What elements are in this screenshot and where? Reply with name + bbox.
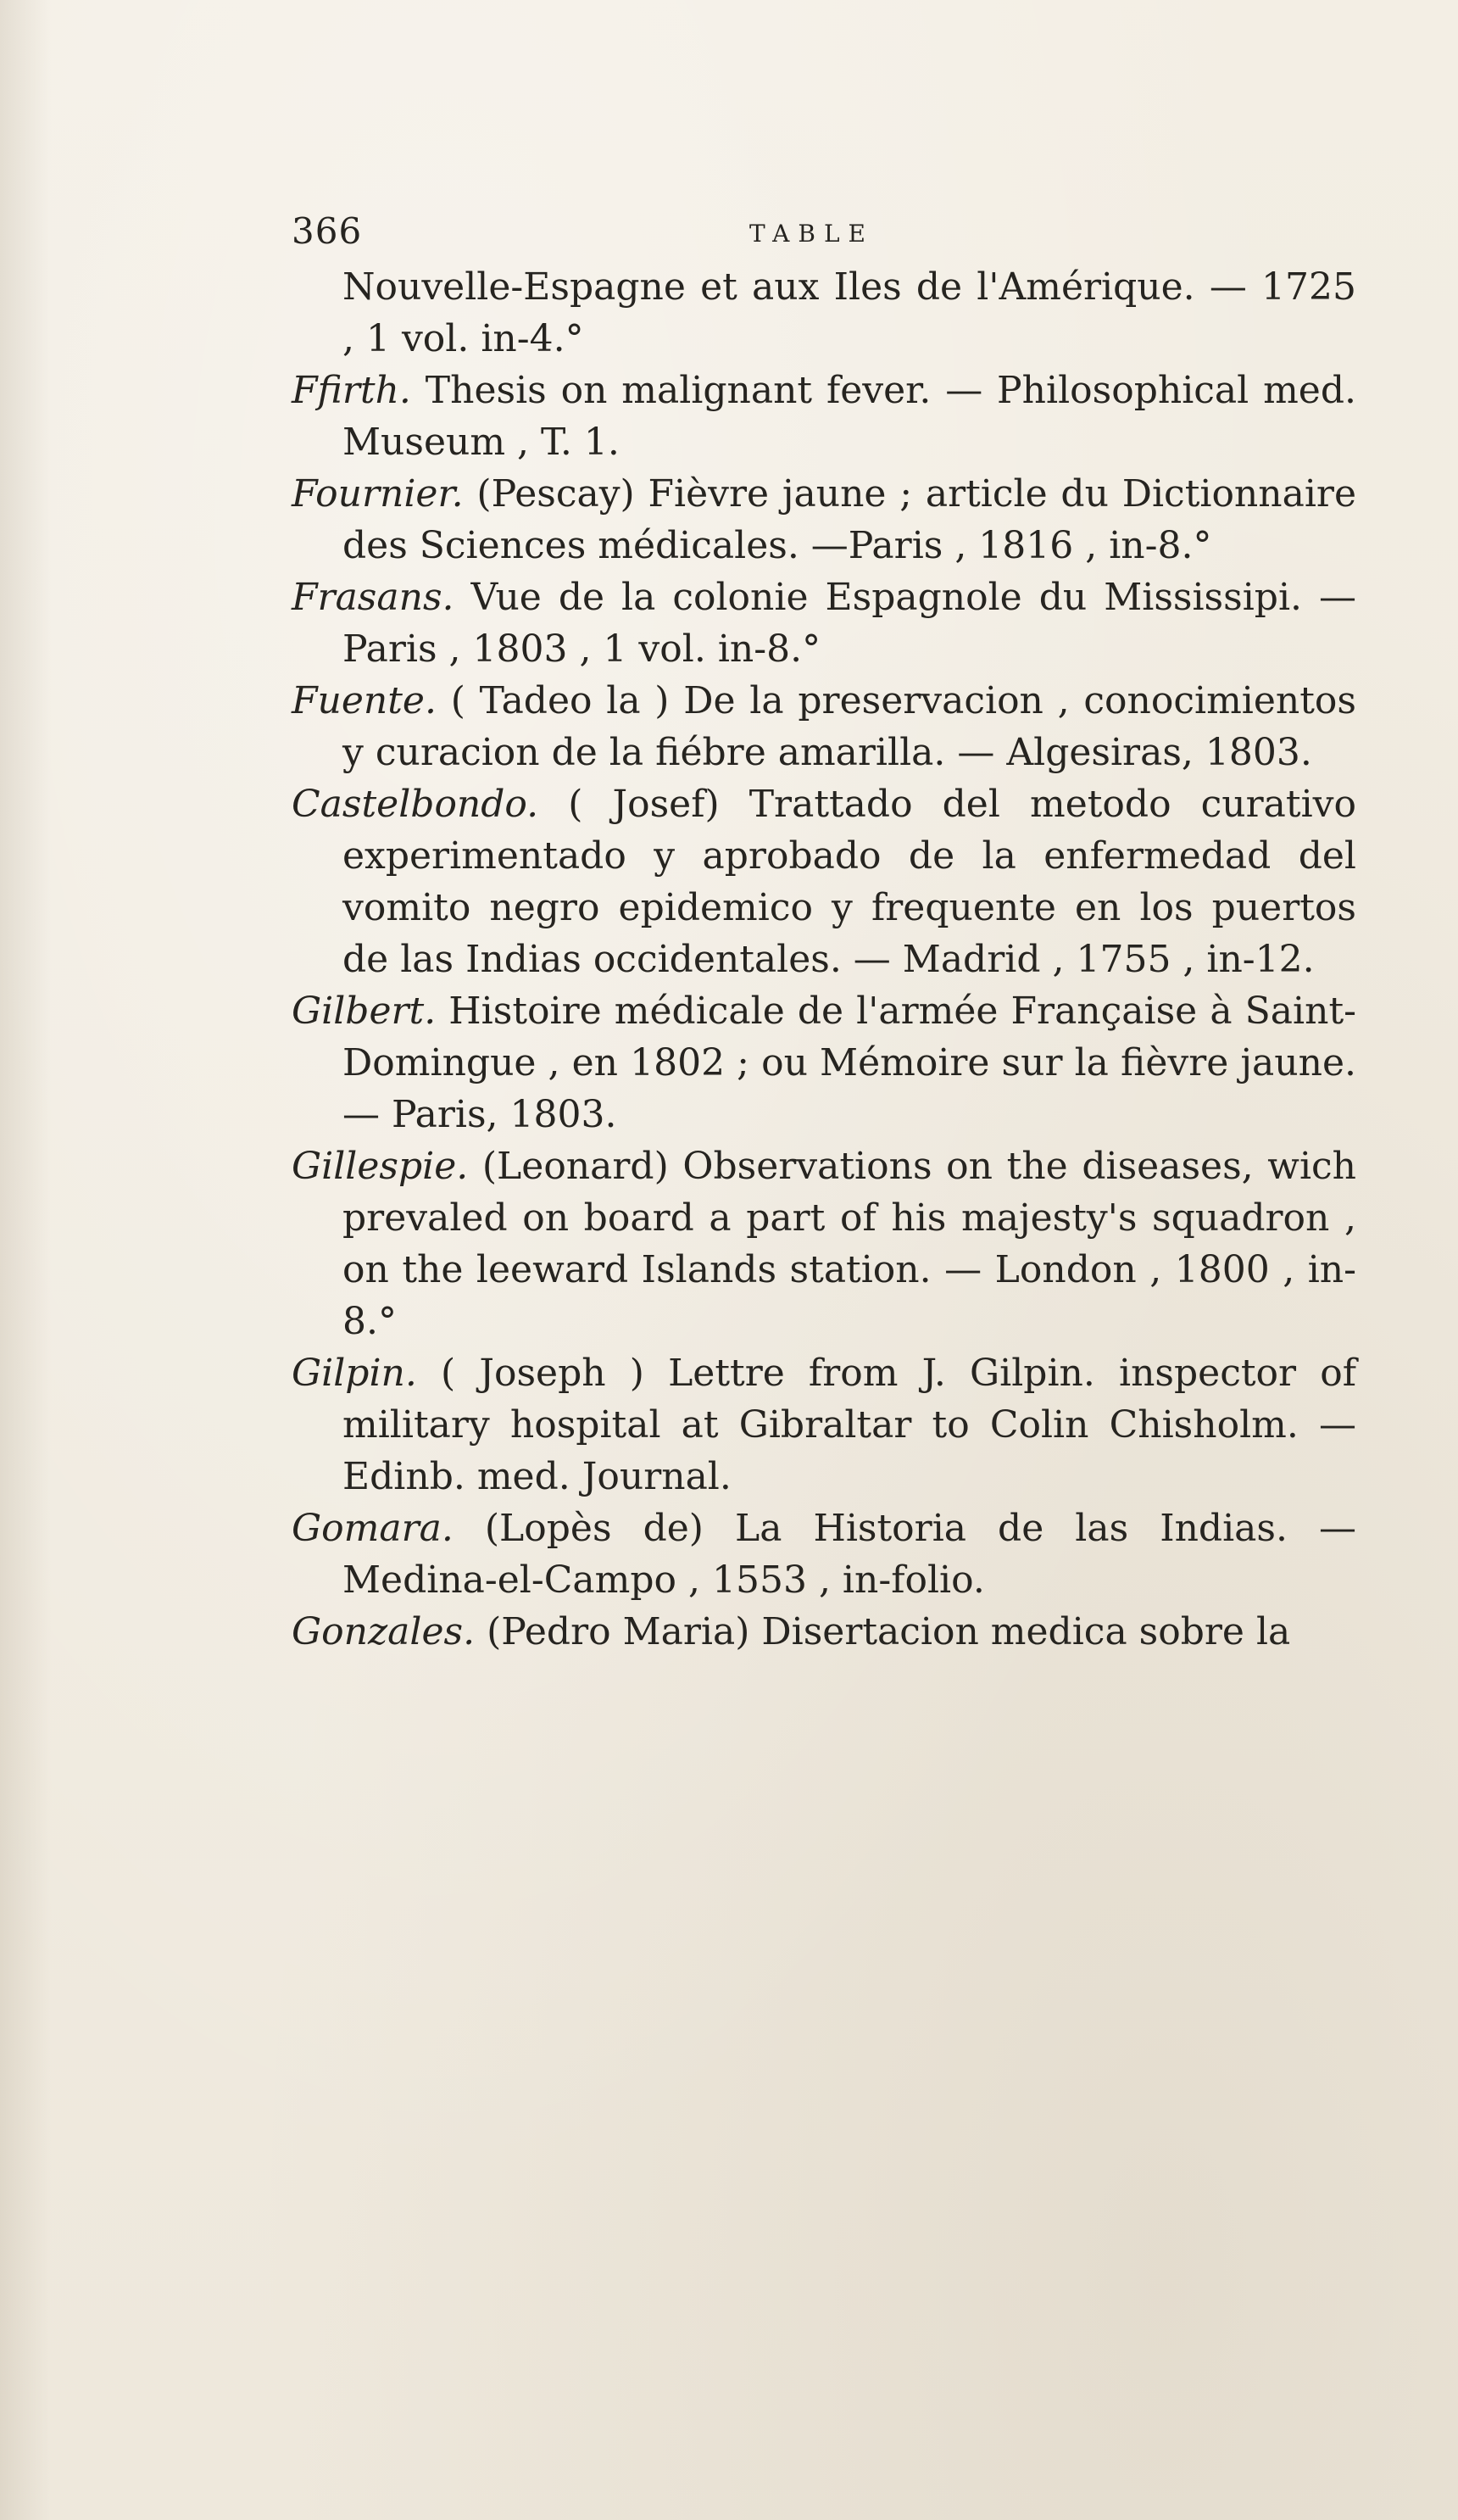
bibliography-entry [292, 675, 1356, 778]
entry-text: (Pedro Maria) Disertacion medica sobre la [475, 1610, 1291, 1653]
bibliography-entry [292, 468, 1356, 571]
entry-author: Castelbondo. [292, 783, 539, 826]
page-gutter-shadow [0, 0, 51, 2520]
bibliography-entry [292, 571, 1356, 675]
entry-text: Thesis on malignant fever. — Philosophical med. Museum , T. 1. [342, 369, 1356, 464]
bibliography-entries [292, 261, 1356, 1658]
entry-text: Nouvelle-Espagne et aux Iles de l'Amérique. — 1725 , 1 vol. in-4.° [342, 265, 1356, 360]
entry-text: (Pescay) Fièvre jaune ; article du Dictionnaire des Sciences médicales. —Paris , 1816 , in-8.° [342, 472, 1356, 567]
bibliography-entry [292, 985, 1356, 1140]
entry-text: ( Tadeo la ) De la preservacion , conocimientos y curacion de la fiébre amarilla. — Algesiras, 1803. [342, 679, 1356, 774]
bibliography-entry [292, 1140, 1356, 1347]
bibliography-entry [292, 1503, 1356, 1606]
bibliography-entry [292, 1347, 1356, 1503]
entry-author: Fournier. [292, 472, 464, 516]
bibliography-entry [292, 778, 1356, 985]
entry-author: Frasans. [292, 576, 454, 619]
bibliography-entry-continued [292, 261, 1356, 365]
entry-text: ( Joseph ) Lettre from J. Gilpin. inspector of military hospital at Gibraltar to Colin Chisholm. — Edinb. med. Journal. [342, 1352, 1356, 1498]
bibliography-entry [292, 365, 1356, 468]
bibliography-entry [292, 1606, 1356, 1658]
entry-author: Gilbert. [292, 990, 437, 1033]
entry-author: Gilpin. [292, 1352, 417, 1395]
entry-text: ( Josef) Trattado del metodo curativo experimentado y aprobado de la enfermedad del vomito negro epidemico y frequente en los puertos de las Indias occidentales. — Madrid , 1755 , in-12. [342, 783, 1356, 981]
entry-text: Vue de la colonie Espagnole du Mississipi. — Paris , 1803 , 1 vol. in-8.° [342, 576, 1356, 671]
entry-author: Gonzales. [292, 1610, 476, 1653]
running-head: TABLE [749, 220, 874, 248]
entry-author: Gomara. [292, 1507, 454, 1550]
entry-author: Ffirth. [292, 369, 411, 412]
entry-text: (Lopès de) La Historia de las Indias. — Medina-el-Campo , 1553 , in-folio. [342, 1507, 1356, 1602]
entry-text: (Leonard) Observations on the diseases, wich prevaled on board a part of his majesty's squadron , on the leeward Islands station. — London , 1800 , in-8.° [342, 1145, 1356, 1343]
page-header [292, 210, 1356, 253]
page-number: 366 [292, 210, 363, 252]
entry-author: Gillespie. [292, 1145, 469, 1188]
entry-text: Histoire médicale de l'armée Française à Saint-Domingue , en 1802 ; ou Mémoire sur la fièvre jaune. — Paris, 1803. [342, 990, 1356, 1136]
entry-author: Fuente. [292, 679, 437, 722]
